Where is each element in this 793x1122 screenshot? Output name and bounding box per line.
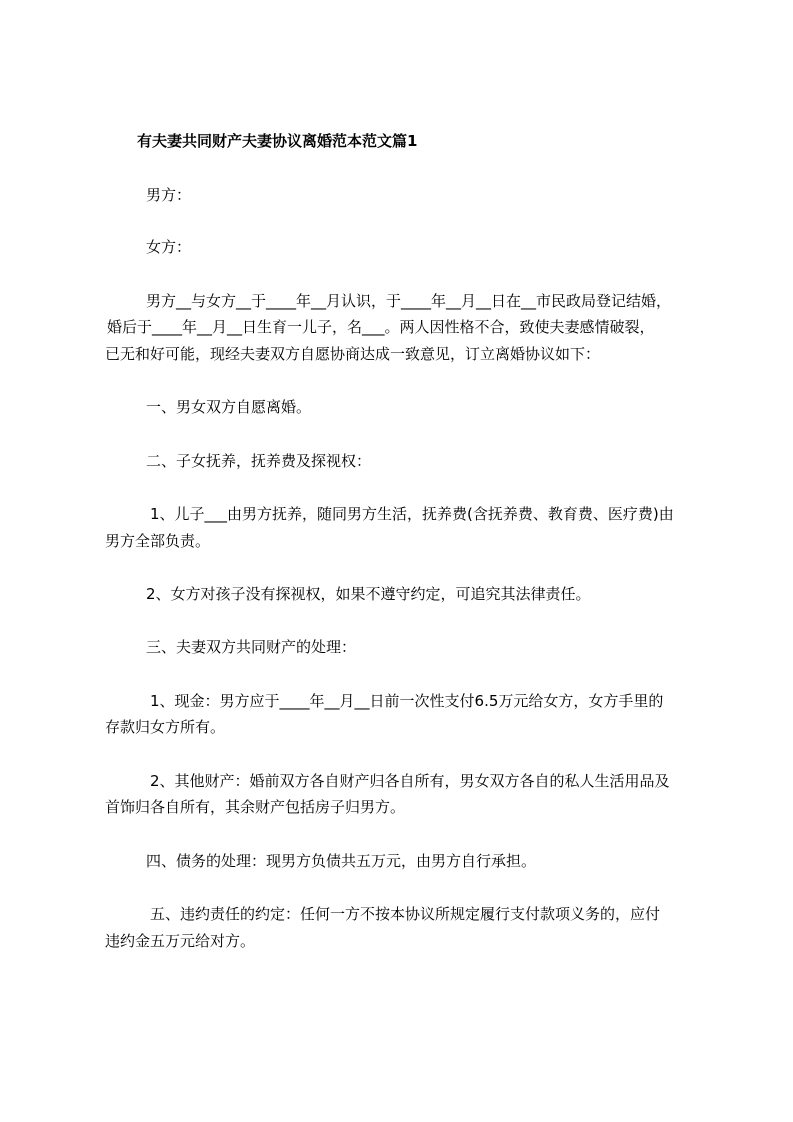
clause-3-1-line-1: 1、现金：男方应于____年__月__日前一次性支付6.5万元给女方，女方手里的 <box>150 692 664 710</box>
clause-2-1-line-1: 1、儿子___由男方抚养，随同男方生活，抚养费(含抚养费、教育费、医疗费)由 <box>150 505 674 523</box>
intro-line-2: 婚后于____年__月__日生育一儿子，名___。两人因性格不合，致使夫妻感情破裂， <box>107 318 655 336</box>
clause-3-1-line-2: 存款归女方所有。 <box>105 718 226 736</box>
clause-4: 四、债务的处理：现男方负债共五万元，由男方自行承担。 <box>146 852 537 870</box>
document-title: 有夫妻共同财产夫妻协议离婚范本范文篇1 <box>137 132 418 150</box>
clause-5-line-2: 违约金五万元给对方。 <box>105 932 256 950</box>
intro-line-1: 男方__与女方__于____年__月认识，于____年__月__日在__市民政局登记结婚， <box>146 292 672 310</box>
clause-3-2-line-2: 首饰归各自所有，其余财产包括房子归男方。 <box>105 798 406 816</box>
clause-3-heading: 三、夫妻双方共同财产的处理： <box>146 638 357 656</box>
clause-3-2-line-1: 2、其他财产：婚前双方各自财产归各自所有，男女双方各自的私人生活用品及 <box>150 772 670 790</box>
clause-1: 一、男女双方自愿离婚。 <box>146 398 312 416</box>
clause-2-heading: 二、子女抚养，抚养费及探视权： <box>146 452 372 470</box>
clause-2-1-line-2: 男方全部负责。 <box>105 532 211 550</box>
wife-label: 女方： <box>146 238 192 256</box>
clause-5-line-1: 五、违约责任的约定：任何一方不按本协议所规定履行支付款项义务的，应付 <box>150 905 661 923</box>
husband-label: 男方： <box>146 186 192 204</box>
intro-line-3: 已无和好可能，现经夫妻双方自愿协商达成一致意见，订立离婚协议如下： <box>105 345 601 363</box>
clause-2-2: 2、女方对孩子没有探视权，如果不遵守约定，可追究其法律责任。 <box>146 585 591 603</box>
